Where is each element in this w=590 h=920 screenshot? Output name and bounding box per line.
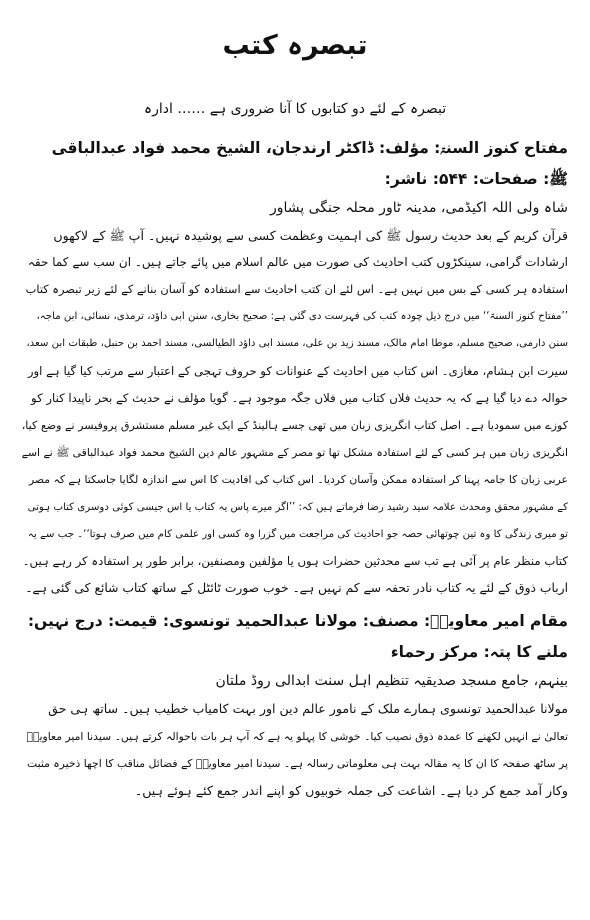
review-heading-continued: بینہم، جامع مسجد صدیقیہ تنظیم اہل سنت ابدالی روڈ ملتان	[215, 673, 568, 690]
body-line: پر ساٹھ صفحہ کا ان کا یہ مقالہ بہت ہی معلوماتی رسالہ ہے۔ سیدنا امیر معاویہؓ کے فضائل مناقب کا اچھا ذخیرہ مثبت	[26, 756, 568, 770]
body-line: حوالہ دے دیا گیا ہے کہ یہ حدیث فلاں کتاب میں فلاں جگہ موجود ہے۔ گویا مؤلف نے حدیث کے بحر ناپیدا کنار کو	[31, 390, 568, 405]
review-body	[22, 222, 568, 603]
body-line: ارشادات گرامی، سینکڑوں کتب احادیث کی صورت میں عالم اسلام میں پائے جاتے ہیں۔ ان سب سے کما حقہ	[27, 254, 568, 269]
body-line: کوزے میں سمودیا ہے۔ اصل کتاب انگریزی زبان میں تھی جسے ہالینڈ کے ایک غیر مسلم مستشرق پروفیسر نے وضع کیا،	[22, 419, 568, 432]
review-heading-continued: شاہ ولی اللہ اکیڈمی، مدینہ ٹاور محلہ جنگی پشاور	[270, 199, 568, 216]
body-line: انگریزی زبان میں ہر کسی کے لئے استفادہ مشکل تھا تو مصر کے مشہور عالم دین الشیخ محمد فواد عبدالباقی ﷺ نے اسے	[22, 446, 568, 460]
body-line: ارباب ذوق کے لئے یہ کتاب نادر تحفہ سے کم نہیں ہے۔ خوب صورت ٹائٹل کے ساتھ کتاب شائع کی گئی ہے۔	[25, 581, 568, 596]
body-line: سیرت ابن ہشام، مغازی۔ اس کتاب میں احادیث کے عنوانات کو حروف تہجی کے اعتبار سے مرتب کیا گیا ہے اور	[27, 363, 568, 378]
body-line: کتاب منظر عام پر آئی ہے تب سے محدثین حضرات ہوں یا مؤلفین ومصنفین، برابر طور پر استفادہ کر رہے ہیں۔	[22, 554, 568, 569]
body-line: وکار آمد جمع کر دیا ہے۔ اشاعت کی جملہ خوبیوں کو اپنے اندر جمع کئے ہوئے ہیں۔	[134, 783, 568, 799]
review-body	[22, 695, 568, 804]
body-line: کے مشہور محقق ومحدث علامہ سید رشید رضا فرماتے ہیں کہ: ’’اگر میرے پاس یہ کتاب یا اس جیسی کوئی دوسری کتاب ہوتی	[27, 501, 568, 513]
body-line: عربی زبان کا جامہ پہنا کر استفادہ ممکن وآسان کردیا۔ اس کتاب کی افادیت کا اس سے اندازہ لگایا جاسکتا ہے کہ مصر	[28, 473, 568, 487]
review-heading: مفتاح کنوز السنۃ: مؤلف: ڈاکٹر ارندجان، الشیخ محمد فواد عبدالباقی ﷺ: صفحات: ۵۴۴: ناشر:	[51, 138, 568, 188]
body-line: استفادہ ہر کسی کے بس میں نہیں ہے۔ اس لئے ان کتب احادیث سے استفادہ کو آسان بنانے کے لئے زیر تبصرہ کتاب	[25, 281, 568, 296]
page-title: تبصرہ کتب	[222, 30, 368, 61]
review-section-muawiya	[22, 606, 568, 804]
body-line: قرآن کریم کے بعد حدیث رسول ﷺ کی اہمیت وعظمت کسی سے پوشیدہ نہیں۔ آپ ﷺ کے لاکھوں	[53, 227, 568, 243]
review-heading: مقام امیر معاویہؓ: مصنف: مولانا عبدالحمید تونسوی: قیمت: درج نہیں: ملنے کا پتہ: مرکز رحماء	[27, 612, 568, 662]
body-line: سنن دارمی، صحیح مسلم، موطا امام مالک، مسند زید بن علی، مسند ابی داؤد الطیالسی، مسند احمد بن حنبل، طبقات ابن سعد،	[26, 338, 568, 350]
body-line: تو میری زندگی کا وہ تین چوتھائی حصہ جو احادیث کی مراجعت میں گزرا وہ کسی اور علمی کام میں صرف ہوتا‘‘۔ جب سے یہ	[27, 528, 568, 540]
body-line: مولانا عبدالحمید تونسوی ہمارے ملک کے نامور عالم دین اور بہت کامیاب خطیب ہیں۔ ساتھ ہی حق	[48, 701, 568, 717]
body-line: ’’مفتاح کنوز السنۃ‘‘ میں درج ذیل چودہ کتب کی فہرست دی گئی ہے: صحیح بخاری، سنن ابی داؤد، ترمذی، نسائی، ابن ماجہ،	[36, 311, 568, 323]
review-section-miftah	[22, 133, 568, 603]
page-subtitle: تبصرہ کے لئے دو کتابوں کا آنا ضروری ہے …… ادارہ	[143, 101, 447, 118]
body-line: تعالیٰ نے انہیں لکھنے کا عمدہ ذوق نصیب کیا۔ خوشی کا پہلو یہ ہے کہ آپ ہر بات باحوالہ کرتے ہیں۔ سیدنا امیر معاویہؓ	[26, 729, 568, 743]
